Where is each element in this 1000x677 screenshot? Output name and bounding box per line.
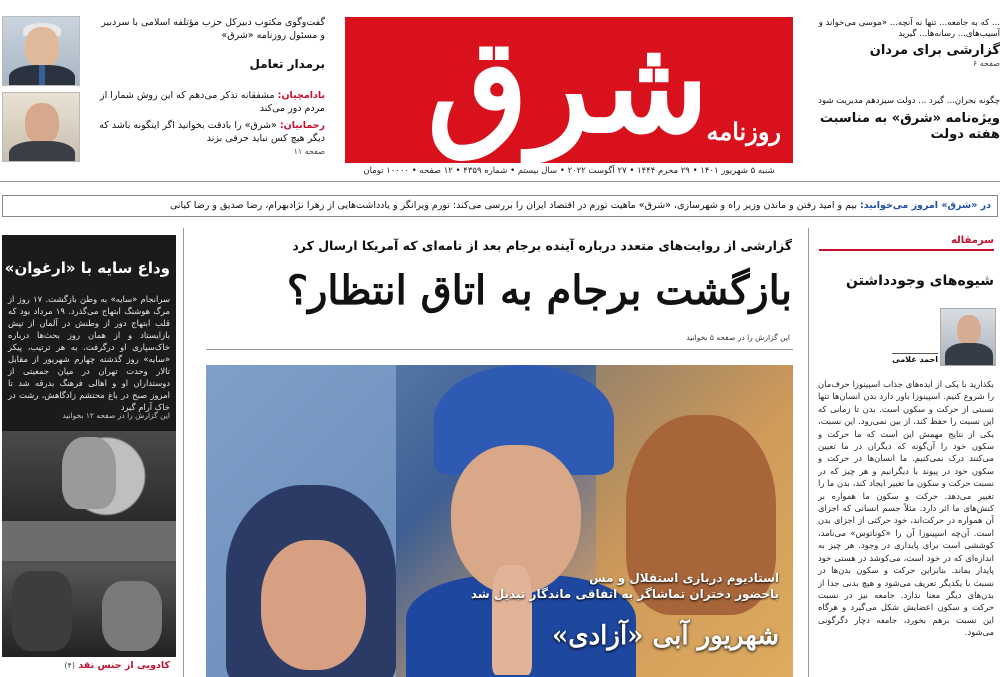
interviewee-name-1: بادامچیان: (277, 90, 325, 101)
interview-intro: گفت‌وگوی مکتوب دبیرکل حزب مؤتلفه اسلامی با سردبیر و مسئول روزنامه «شرق» (101, 17, 325, 41)
culture-story[interactable] (2, 235, 176, 677)
photo-caption-title: شهریور آبی «آزادی» (551, 621, 779, 651)
politician-photo-1 (2, 16, 80, 86)
todays-contents-text: بیم و امید رفتن و ماندن وزیر راه و شهرسازی، «شرق» ماهیت تورم در اقتصاد ایران را بررسی می‌کند: تورم ویرانگر و یادداشت‌هایی از زهرا نژاد‌بهرام، رضا صدیق و رضا کیانی (169, 200, 857, 211)
report-teaser-title: گزارشی برای مردان (869, 43, 1000, 58)
interview-quote-1: مشفقانه تذکر می‌دهم که این روش شمارا از مردم دور می‌کند (99, 90, 325, 114)
supplement-teaser-title: ویژه‌نامه «شرق» به مناسبت هفته دولت (819, 111, 1000, 142)
lead-story-page-ref: این گزارش را در صفحه ۵ بخوانید (686, 333, 790, 342)
masthead-divider (0, 181, 1000, 182)
column-divider-left (183, 228, 184, 677)
lead-story-rule (206, 349, 793, 350)
photo-caption-line-1: استادیوم دربازی استقلال و مس (589, 571, 779, 585)
funeral-photo (2, 431, 176, 657)
culture-story-page-ref: این گزارش را در صفحه ۱۲ بخوانید (62, 411, 170, 420)
stadium-fans-photo (206, 365, 793, 677)
report-teaser[interactable] (818, 18, 1000, 70)
supplement-teaser-text: چگونه بحران... گیرد ... دولت سیزدهم مدیریت شود (818, 96, 1000, 106)
interview-page-ref: صفحه ۱۱ (293, 147, 325, 156)
culture-story-panel (2, 235, 176, 657)
issue-dateline: شنبه ۵ شهریور ۱۴۰۱ • ۲۹ محرم ۱۴۴۴ • ۲۷ آگوست ۲۰۲۲ • سال بیستم • شماره ۴۳۵۹ • ۱۲ صفحه • ۱۰۰۰۰ تومان (363, 166, 775, 176)
interview-quote-2: «شرق» را بادقت بخوانید اگر اینگونه باشد که دیگر هیچ کس نباید حرفی بزند (99, 120, 325, 144)
masthead-left-teasers (0, 0, 325, 178)
editorial-headline: شیوه‌های وجودداشتن (845, 273, 994, 289)
editorial-column[interactable] (813, 233, 1000, 677)
column-footer-teaser[interactable] (64, 660, 170, 671)
interview-teaser[interactable] (95, 16, 325, 158)
interviewee-name-2: رحمانیان: (279, 120, 325, 131)
editorial-body: بکذارید با یکی از ایده‌های جذاب اسپینوزا حرف‌مان را شروع کنیم. اسپینوزا باور دارد بدن انسان‌ها تنها نسبتی از حرکت و سکون است. بدن تا زمانی که این نسبت را حفظ کند، از بین نمی‌رود. این نسبت، یکی از نتایج مهمش این است که ما حرکت و سکون خود را آن‌گونه که دیگران در ما تعیین می‌کنند درک نمی‌کنیم. ما انسان‌ها در حرکت و سکون خود در پیوند با دیگرانیم و هر چیز که در نسبت حرکت و سکون ما تغییر ایجاد کند، بدن ما را تغییر می‌دهد. حرکت و سکون ما همواره بر کنش‌های ما اثر دارد. مثلاً جسم انسانی که اجزای آن همواره در حرکت‌اند، خود حرکتی از اجزای بدن است. آن‌چه اسپینوزا آن را «کوناتوس» می‌نامد، کوششی است برای پایداری در وجود. هر چیز به اندازه‌ای که در خود است، می‌کوشد در هستی خود پایدار بماند. بنابراین حرکت و سکون بدن‌ها در نسبت با یکدیگر تعریف می‌شود و هیچ بدنی جدا از بدن‌های دیگر معنا ندارد. جامعه نیز در نسبت حرکت و سکون اعضایش شکل می‌گیرد و هرگاه این نسبت برهم بخورد، جامعه دچار دگرگونی می‌شود. (818, 379, 994, 638)
author-photo (940, 308, 996, 366)
todays-contents-bar (2, 195, 998, 217)
politician-photo-2 (2, 92, 80, 162)
column-footer-title: کادویی از جنس نقد (78, 660, 170, 671)
photo-caption-subtitle (471, 570, 779, 602)
lead-story[interactable] (190, 233, 802, 677)
logo-subtitle: روزنامه (706, 117, 781, 146)
supplement-teaser[interactable] (818, 96, 1000, 143)
column-divider-right (808, 228, 809, 677)
logo-wordmark: شرق (427, 9, 709, 162)
newspaper-logo (345, 9, 793, 163)
author-name: احمد غلامی (892, 355, 938, 364)
editorial-kicker-rule (819, 249, 994, 251)
column-footer-page: (۴) (64, 661, 75, 670)
report-teaser-page: صفحه ۶ (972, 59, 1000, 68)
interview-title: برمدار تعامل (249, 57, 325, 71)
lead-story-headline: بازگشت برجام به اتاق انتظار؟ (286, 267, 792, 314)
report-teaser-text: ... که به جامعه... تنها نه آنچه... «موسی می‌خواند و آسیب‌های... رسانه‌ها... گیرید (818, 18, 1000, 39)
culture-story-body: سرانجام «سایه» به وطن بازگشت. ۱۷ روز از مرگ هوشنگ ابتهاج می‌گذرد. ۱۹ مرداد بود که قلب ابتهاج دور از وطنش در آلمان از تپش بازایستاد و از همان روز بحث‌ها درباره خاک‌سپاری او درگرفت. به هر ترتیب، پیکر «سایه» روز گذشته چهارم شهریور از مقابل تالار وحدت تهران در میان جمعیتی از دوستداران او و اهالی فرهنگ بدرقه شد تا امروز صبح در باغ محتشم زادگاهش، رشت در خاک آرام گیرد (8, 294, 170, 412)
lead-story-kicker: گزارشی از روایت‌های متعدد درباره آینده برجام بعد از نامه‌ای که آمریکا ارسال کرد (292, 238, 792, 253)
todays-contents-label: در «شرق» امروز می‌خوانید: (860, 200, 991, 211)
editorial-kicker: سرمقاله (950, 235, 994, 246)
photo-caption-line-2: باحضور دختران تماشاگر به اتفاقی ماندگار تبدیل شد (470, 587, 779, 601)
culture-story-headline: وداع سایه با «ارغوان» (4, 259, 170, 277)
masthead-right-teasers (805, 0, 1000, 178)
